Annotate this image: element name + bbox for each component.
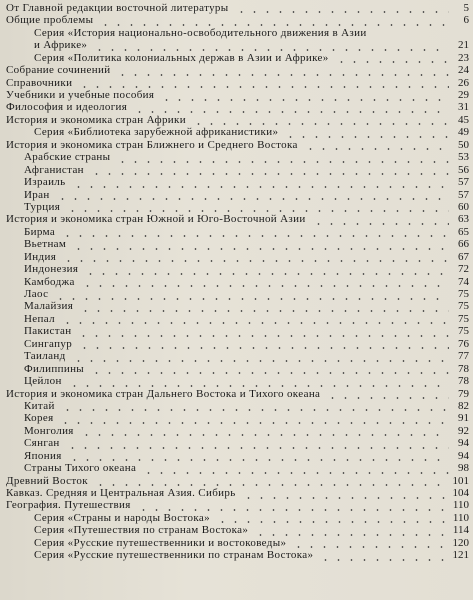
toc-entry-page: 94 <box>458 449 469 462</box>
toc-entry-page: 29 <box>458 89 469 102</box>
toc-entry[interactable] <box>6 276 469 288</box>
dot-leader <box>140 462 449 474</box>
toc-entry-title: Непал <box>24 312 55 325</box>
toc-entry[interactable] <box>6 164 469 176</box>
dot-leader <box>282 126 449 138</box>
toc-entry[interactable] <box>6 500 469 512</box>
toc-entry[interactable] <box>6 251 469 263</box>
toc-entry[interactable] <box>6 388 469 400</box>
toc-entry-title: Общие проблемы <box>6 14 94 27</box>
toc-entry-page: 82 <box>458 399 469 412</box>
toc-entry-title: Турция <box>24 200 61 213</box>
toc-entry-page: 120 <box>452 536 469 549</box>
dot-leader <box>317 549 449 561</box>
toc-entry[interactable] <box>6 102 469 114</box>
toc-entry[interactable] <box>6 375 469 387</box>
toc-entry-page: 53 <box>458 151 469 164</box>
toc-entry-title: История и экономика стран Африки <box>6 113 186 126</box>
dot-leader <box>70 238 449 250</box>
toc-entry[interactable] <box>6 475 469 487</box>
toc-entry-title: Иран <box>24 188 50 201</box>
dot-leader <box>59 225 449 237</box>
toc-entry-page: 78 <box>458 362 469 375</box>
toc-entry-page: 65 <box>458 225 469 238</box>
dot-leader <box>64 200 449 212</box>
toc-entry[interactable] <box>6 350 469 362</box>
dot-leader <box>233 1 449 13</box>
dot-leader <box>70 176 449 188</box>
toc-entry[interactable] <box>6 2 469 14</box>
toc-entry-title: Серия «Русские путешественники по странам Востока» <box>34 549 314 562</box>
dot-leader <box>290 536 449 548</box>
dot-leader <box>333 51 449 63</box>
toc-entry-page: 26 <box>458 76 469 89</box>
dot-leader <box>114 151 449 163</box>
dot-leader <box>88 163 449 175</box>
toc-entry-page: 75 <box>458 312 469 325</box>
toc-entry[interactable] <box>6 437 469 449</box>
toc-entry-page: 31 <box>458 101 469 114</box>
toc-entry-title: Камбоджа <box>24 275 75 288</box>
toc-entry-title: Серия «Путешествия по странам Востока» <box>34 524 249 537</box>
toc-entry-page: 75 <box>458 288 469 301</box>
toc-entry[interactable] <box>6 189 469 201</box>
dot-leader <box>88 362 449 374</box>
dot-leader <box>76 337 449 349</box>
toc-entry-title: Пакистан <box>24 325 72 338</box>
toc-entry[interactable] <box>6 338 469 350</box>
toc-entry[interactable] <box>6 89 469 101</box>
dot-leader <box>82 263 449 275</box>
dot-leader <box>57 412 449 424</box>
dot-leader <box>92 474 449 486</box>
toc-entry[interactable] <box>6 363 469 375</box>
dot-leader <box>324 387 449 399</box>
dot-leader <box>59 399 449 411</box>
toc-entry-page: 92 <box>458 424 469 437</box>
toc-entry-title: Корея <box>24 412 54 425</box>
dot-leader <box>131 101 449 113</box>
toc-entry-title: История и экономика стран Ближнего и Среднего Востока <box>6 138 298 151</box>
toc-entry-title: Сингапур <box>24 337 73 350</box>
toc-entry-title: Афганистан <box>24 163 84 176</box>
toc-entry-title: От Главной редакции восточной литературы <box>6 1 229 14</box>
dot-leader <box>240 487 449 499</box>
toc-entry[interactable] <box>6 176 469 188</box>
toc-entry[interactable] <box>6 14 469 26</box>
toc-entry[interactable] <box>6 139 469 151</box>
toc-entry-page: 21 <box>458 39 469 52</box>
toc-entry-title: Серия «Русские путешественники и востоковеды» <box>34 536 287 549</box>
toc-entry-page: 57 <box>458 188 469 201</box>
dot-leader <box>91 39 449 51</box>
dot-leader <box>252 524 449 536</box>
toc-entry-title: Серия «Политика колониальных держав в Азии и Африке» <box>34 51 329 64</box>
table-of-contents <box>6 2 469 562</box>
toc-entry-title: Справочники <box>6 76 73 89</box>
toc-entry[interactable] <box>6 524 469 536</box>
dot-leader <box>79 275 449 287</box>
dot-leader <box>66 449 449 461</box>
toc-entry-page: 50 <box>458 138 469 151</box>
toc-entry[interactable] <box>6 77 469 89</box>
toc-entry-title: Израиль <box>24 176 66 189</box>
toc-entry-title: Серия «История национально-освободительного движения в Азии <box>34 26 367 39</box>
toc-entry[interactable] <box>6 288 469 300</box>
toc-entry-page: 60 <box>458 200 469 213</box>
dot-leader <box>135 499 449 511</box>
toc-entry-page: 24 <box>458 64 469 77</box>
toc-entry-page: 114 <box>452 524 469 537</box>
dot-leader <box>64 437 449 449</box>
toc-entry-page: 101 <box>452 474 469 487</box>
toc-entry-page: 110 <box>452 499 469 512</box>
toc-entry-title: Серия «Страны и народы Востока» <box>34 511 210 524</box>
toc-entry-page: 23 <box>458 51 469 64</box>
dot-leader <box>70 350 449 362</box>
dot-leader <box>77 300 449 312</box>
toc-entry[interactable] <box>6 487 469 499</box>
toc-entry-page: 45 <box>458 113 469 126</box>
toc-entry-title: Страны Тихого океана <box>24 462 137 475</box>
dot-leader <box>310 213 449 225</box>
toc-entry-title: Арабские страны <box>24 151 111 164</box>
toc-entry[interactable] <box>6 126 469 138</box>
toc-entry-title: Лаос <box>24 288 49 301</box>
dot-leader <box>114 64 449 76</box>
toc-entry-title: Таиланд <box>24 350 66 363</box>
dot-leader <box>59 312 449 324</box>
toc-entry[interactable] <box>6 512 469 524</box>
dot-leader <box>54 188 449 200</box>
toc-entry[interactable] <box>6 27 469 39</box>
toc-entry[interactable] <box>6 151 469 163</box>
dot-leader <box>76 76 449 88</box>
dot-leader <box>78 424 449 436</box>
dot-leader <box>158 89 449 101</box>
toc-entry[interactable] <box>6 39 469 51</box>
toc-entry[interactable] <box>6 201 469 213</box>
toc-entry-title: География. Путешествия <box>6 499 131 512</box>
toc-entry-title: Цейлон <box>24 375 62 388</box>
toc-entry-page: 5 <box>463 1 469 14</box>
dot-leader <box>190 113 449 125</box>
toc-entry[interactable] <box>6 425 469 437</box>
toc-entry-page: 75 <box>458 300 469 313</box>
dot-leader <box>97 14 449 26</box>
toc-entry-title: и Африке» <box>34 39 88 52</box>
toc-entry-page: 91 <box>458 412 469 425</box>
toc-entry-page: 110 <box>452 511 469 524</box>
toc-entry[interactable] <box>6 412 469 424</box>
toc-entry[interactable] <box>6 537 469 549</box>
dot-leader <box>52 288 449 300</box>
dot-leader <box>302 138 449 150</box>
toc-entry-page: 77 <box>458 350 469 363</box>
toc-entry[interactable] <box>6 400 469 412</box>
toc-entry-title: Индия <box>24 250 57 263</box>
toc-entry[interactable] <box>6 114 469 126</box>
toc-entry-title: Учебники и учебные пособия <box>6 89 155 102</box>
toc-entry-page: 94 <box>458 437 469 450</box>
toc-entry-title: Древний Восток <box>6 474 88 487</box>
toc-entry-page: 49 <box>458 126 469 139</box>
toc-entry[interactable] <box>6 301 469 313</box>
toc-entry[interactable] <box>6 549 469 561</box>
toc-entry[interactable] <box>6 213 469 225</box>
toc-entry-title: История и экономика стран Дальнего Востока и Тихого океана <box>6 387 321 400</box>
toc-entry[interactable] <box>6 52 469 64</box>
toc-entry-page: 121 <box>452 549 469 562</box>
toc-entry-page: 63 <box>458 213 469 226</box>
toc-entry-title: Собрание сочинений <box>6 64 111 77</box>
toc-entry-page: 66 <box>458 238 469 251</box>
toc-entry-page: 79 <box>458 387 469 400</box>
dot-leader <box>66 375 449 387</box>
dot-leader <box>371 26 449 38</box>
toc-entry-page: 104 <box>452 487 469 500</box>
toc-entry-title: Серия «Библиотека зарубежной африканистики» <box>34 126 279 139</box>
toc-entry[interactable] <box>6 238 469 250</box>
toc-entry[interactable] <box>6 462 469 474</box>
toc-entry-page: 74 <box>458 275 469 288</box>
toc-entry-title: Сянган <box>24 437 60 450</box>
toc-entry-page: 67 <box>458 250 469 263</box>
toc-entry-title: История и экономика стран Южной и Юго-Восточной Азии <box>6 213 306 226</box>
dot-leader <box>214 511 449 523</box>
toc-entry-page: 78 <box>458 375 469 388</box>
toc-entry-title: Малайзия <box>24 300 74 313</box>
toc-entry-page: 56 <box>458 163 469 176</box>
toc-entry-title: Монголия <box>24 424 74 437</box>
toc-entry-page: 76 <box>458 337 469 350</box>
toc-entry[interactable] <box>6 263 469 275</box>
toc-entry[interactable] <box>6 450 469 462</box>
toc-entry-title: Философия и идеология <box>6 101 128 114</box>
toc-entry[interactable] <box>6 226 469 238</box>
toc-entry[interactable] <box>6 64 469 76</box>
toc-entry-page: 98 <box>458 462 469 475</box>
dot-leader <box>60 250 449 262</box>
toc-entry[interactable] <box>6 313 469 325</box>
toc-entry-page: 72 <box>458 263 469 276</box>
toc-entry-title: Филиппины <box>24 362 85 375</box>
toc-entry[interactable] <box>6 325 469 337</box>
toc-entry-page: 6 <box>463 14 469 27</box>
toc-entry-title: Вьетнам <box>24 238 67 251</box>
toc-entry-title: Япония <box>24 449 62 462</box>
toc-entry-page: 57 <box>458 176 469 189</box>
toc-entry-title: Кавказ. Средняя и Центральная Азия. Сибирь <box>6 487 236 500</box>
toc-entry-page: 75 <box>458 325 469 338</box>
toc-entry-title: Китай <box>24 399 55 412</box>
toc-entry-title: Индонезия <box>24 263 79 276</box>
dot-leader <box>75 325 449 337</box>
toc-entry-title: Бирма <box>24 225 56 238</box>
